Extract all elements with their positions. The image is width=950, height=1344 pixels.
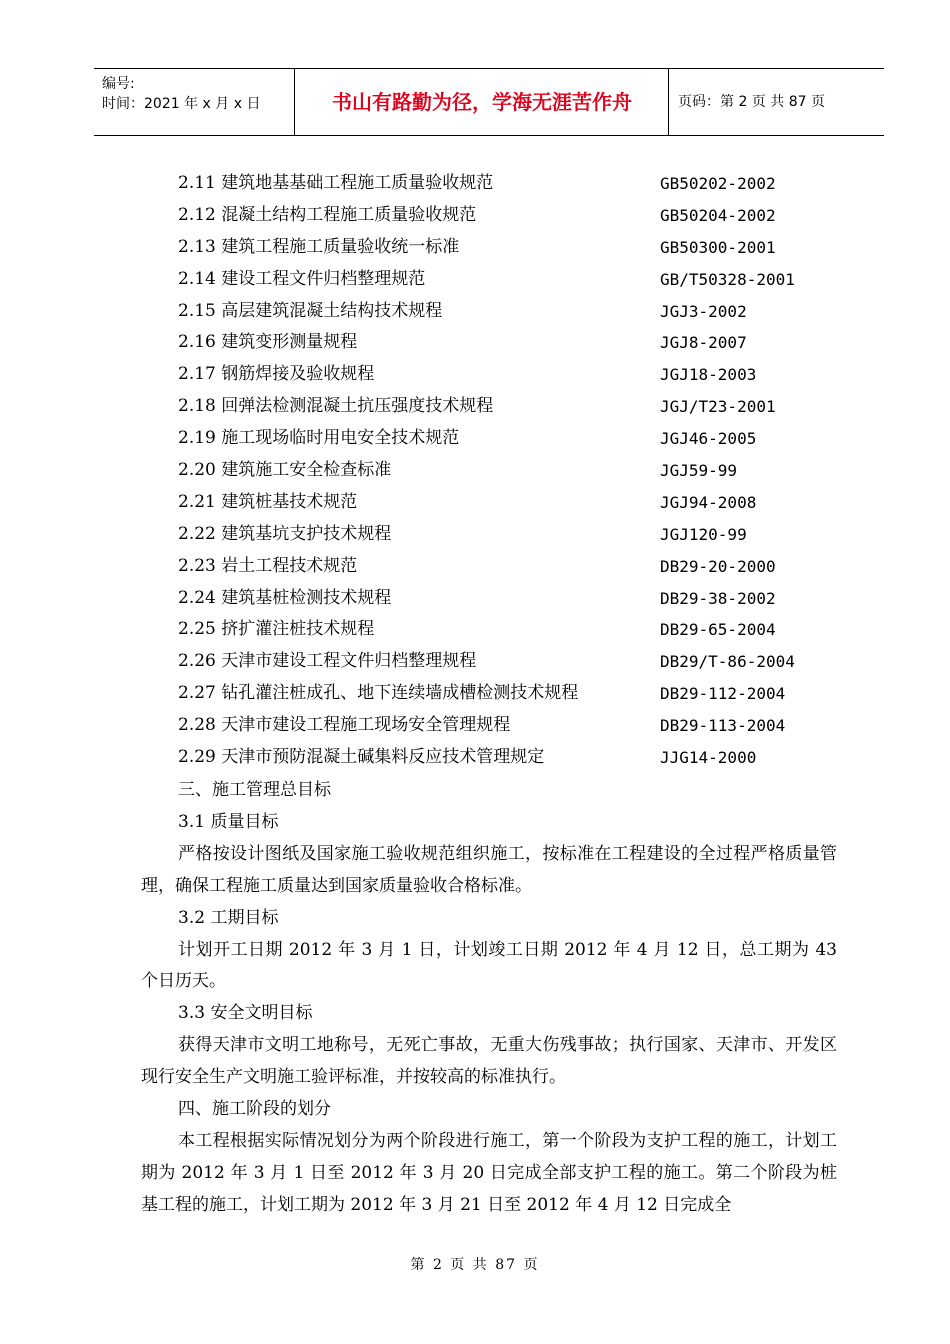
standard-code: JGJ8-2007 bbox=[660, 333, 747, 353]
standard-code: GB50204-2002 bbox=[660, 205, 776, 225]
standard-name: 2.13 建筑工程施工质量验收统一标准 bbox=[178, 236, 460, 257]
standard-name: 2.17 钢筋焊接及验收规程 bbox=[178, 364, 375, 385]
header-meta bbox=[94, 69, 294, 135]
page-footer: 第 2 页 共 87 页 bbox=[410, 1257, 540, 1273]
standard-item bbox=[178, 742, 818, 774]
serial-label: 编号: bbox=[102, 76, 135, 92]
header-motto: 书山有路勤为径，学海无涯苦作舟 bbox=[332, 90, 632, 114]
standard-name: 2.15 高层建筑混凝土结构技术规程 bbox=[178, 300, 443, 321]
header-divider-left bbox=[294, 69, 295, 135]
standard-code: DB29-65-2004 bbox=[660, 620, 776, 640]
standard-name: 2.28 天津市建设工程施工现场安全管理规程 bbox=[178, 715, 511, 736]
standard-item bbox=[178, 423, 818, 455]
standard-name: 2.21 建筑桩基技术规范 bbox=[178, 491, 358, 512]
standard-name: 2.18 回弹法检测混凝土抗压强度技术规程 bbox=[178, 396, 494, 417]
standard-item bbox=[178, 583, 818, 615]
standard-name: 2.23 岩土工程技术规范 bbox=[178, 555, 358, 576]
standard-name: 2.27 钻孔灌注桩成孔、地下连续墙成槽检测技术规程 bbox=[178, 683, 579, 704]
paragraph: 严格按设计图纸及国家施工验收规范组织施工，按标准在工程建设的全过程严格质量管理，确保工程施工质量达到国家质量验收合格标准。 bbox=[141, 843, 837, 896]
standard-code: DB29/T-86-2004 bbox=[660, 652, 795, 672]
standard-item bbox=[178, 264, 818, 296]
standard-code: DB29-112-2004 bbox=[660, 684, 786, 704]
standard-item bbox=[178, 232, 818, 264]
paragraph: 获得天津市文明工地称号，无死亡事故，无重大伤残事故；执行国家、天津市、开发区现行安全生产文明施工验评标准，并按较高的标准执行。 bbox=[141, 1035, 837, 1088]
standard-code: GB/T50328-2001 bbox=[660, 269, 795, 289]
standard-item bbox=[178, 296, 818, 328]
standard-name: 2.11 建筑地基基础工程施工质量验收规范 bbox=[178, 173, 494, 193]
standard-code: JGJ3-2002 bbox=[660, 301, 747, 321]
standards-list bbox=[178, 168, 818, 774]
standard-name: 2.20 建筑施工安全检查标准 bbox=[178, 460, 392, 481]
standard-item bbox=[178, 391, 818, 423]
standard-code: JGJ120-99 bbox=[660, 524, 747, 544]
standard-item bbox=[178, 455, 818, 487]
standard-name: 2.14 建设工程文件归档整理规范 bbox=[178, 268, 426, 289]
standard-code: DB29-20-2000 bbox=[660, 556, 776, 576]
standard-name: 2.25 挤扩灌注桩技术规程 bbox=[178, 619, 375, 640]
standard-item bbox=[178, 614, 818, 646]
page-header bbox=[94, 68, 884, 136]
header-page-info: 页码：第 2 页 共 87 页 bbox=[678, 94, 825, 110]
standard-item bbox=[178, 646, 818, 678]
standard-code: JGJ/T23-2001 bbox=[660, 397, 776, 417]
standard-item bbox=[178, 487, 818, 519]
body-text bbox=[141, 775, 837, 1222]
standard-name: 2.29 天津市预防混凝土碱集料反应技术管理规定 bbox=[178, 747, 545, 768]
standard-code: GB50202-2002 bbox=[660, 174, 776, 193]
standard-code: GB50300-2001 bbox=[660, 237, 776, 257]
standard-code: JGJ94-2008 bbox=[660, 492, 757, 512]
standard-name: 2.26 天津市建设工程文件归档整理规程 bbox=[178, 651, 477, 672]
standard-item bbox=[178, 519, 818, 551]
paragraph: 计划开工日期 2012 年 3 月 1 日，计划竣工日期 2012 年 4 月 12 日，总工期为 43 个日历天。 bbox=[141, 939, 837, 992]
paragraph: 本工程根据实际情况划分为两个阶段进行施工，第一个阶段为支护工程的施工，计划工期为 2012 年 3 月 1 日至 2012 年 3 月 20 日完成全部支护工程的施工。第二个阶段为桩基工程的施工，计划工期为 2012 年 3 月 21 日至 2012 年 4 月 12 日完成全 bbox=[141, 1130, 837, 1215]
standard-code: JJG14-2000 bbox=[660, 748, 757, 768]
standard-code: JGJ59-99 bbox=[660, 461, 738, 481]
subsection-heading: 3.2 工期目标 bbox=[178, 907, 279, 928]
standard-code: DB29-38-2002 bbox=[660, 588, 776, 608]
standard-code: DB29-113-2004 bbox=[660, 716, 786, 736]
standard-item bbox=[178, 710, 818, 742]
standard-name: 2.16 建筑变形测量规程 bbox=[178, 332, 358, 353]
standard-name: 2.24 建筑基桩检测技术规程 bbox=[178, 587, 392, 608]
standard-item bbox=[178, 200, 818, 232]
subsection-heading: 3.3 安全文明目标 bbox=[178, 1003, 313, 1024]
standard-name: 2.19 施工现场临时用电安全技术规范 bbox=[178, 428, 460, 449]
standard-item bbox=[178, 551, 818, 583]
standard-code: JGJ46-2005 bbox=[660, 429, 757, 449]
standard-code: JGJ18-2003 bbox=[660, 365, 757, 385]
standard-item bbox=[178, 327, 818, 359]
standard-item bbox=[178, 678, 818, 710]
standard-name: 2.22 建筑基坑支护技术规程 bbox=[178, 523, 392, 544]
section-heading: 三、施工管理总目标 bbox=[178, 780, 331, 800]
section-heading: 四、施工阶段的划分 bbox=[178, 1099, 331, 1120]
time-label: 时间：2021 年 x 月 x 日 bbox=[102, 96, 261, 112]
standard-name: 2.12 混凝土结构工程施工质量验收规范 bbox=[178, 204, 477, 225]
standard-item bbox=[178, 359, 818, 391]
header-divider-right bbox=[668, 69, 669, 135]
standard-item bbox=[178, 168, 818, 200]
subsection-heading: 3.1 质量目标 bbox=[178, 811, 279, 832]
